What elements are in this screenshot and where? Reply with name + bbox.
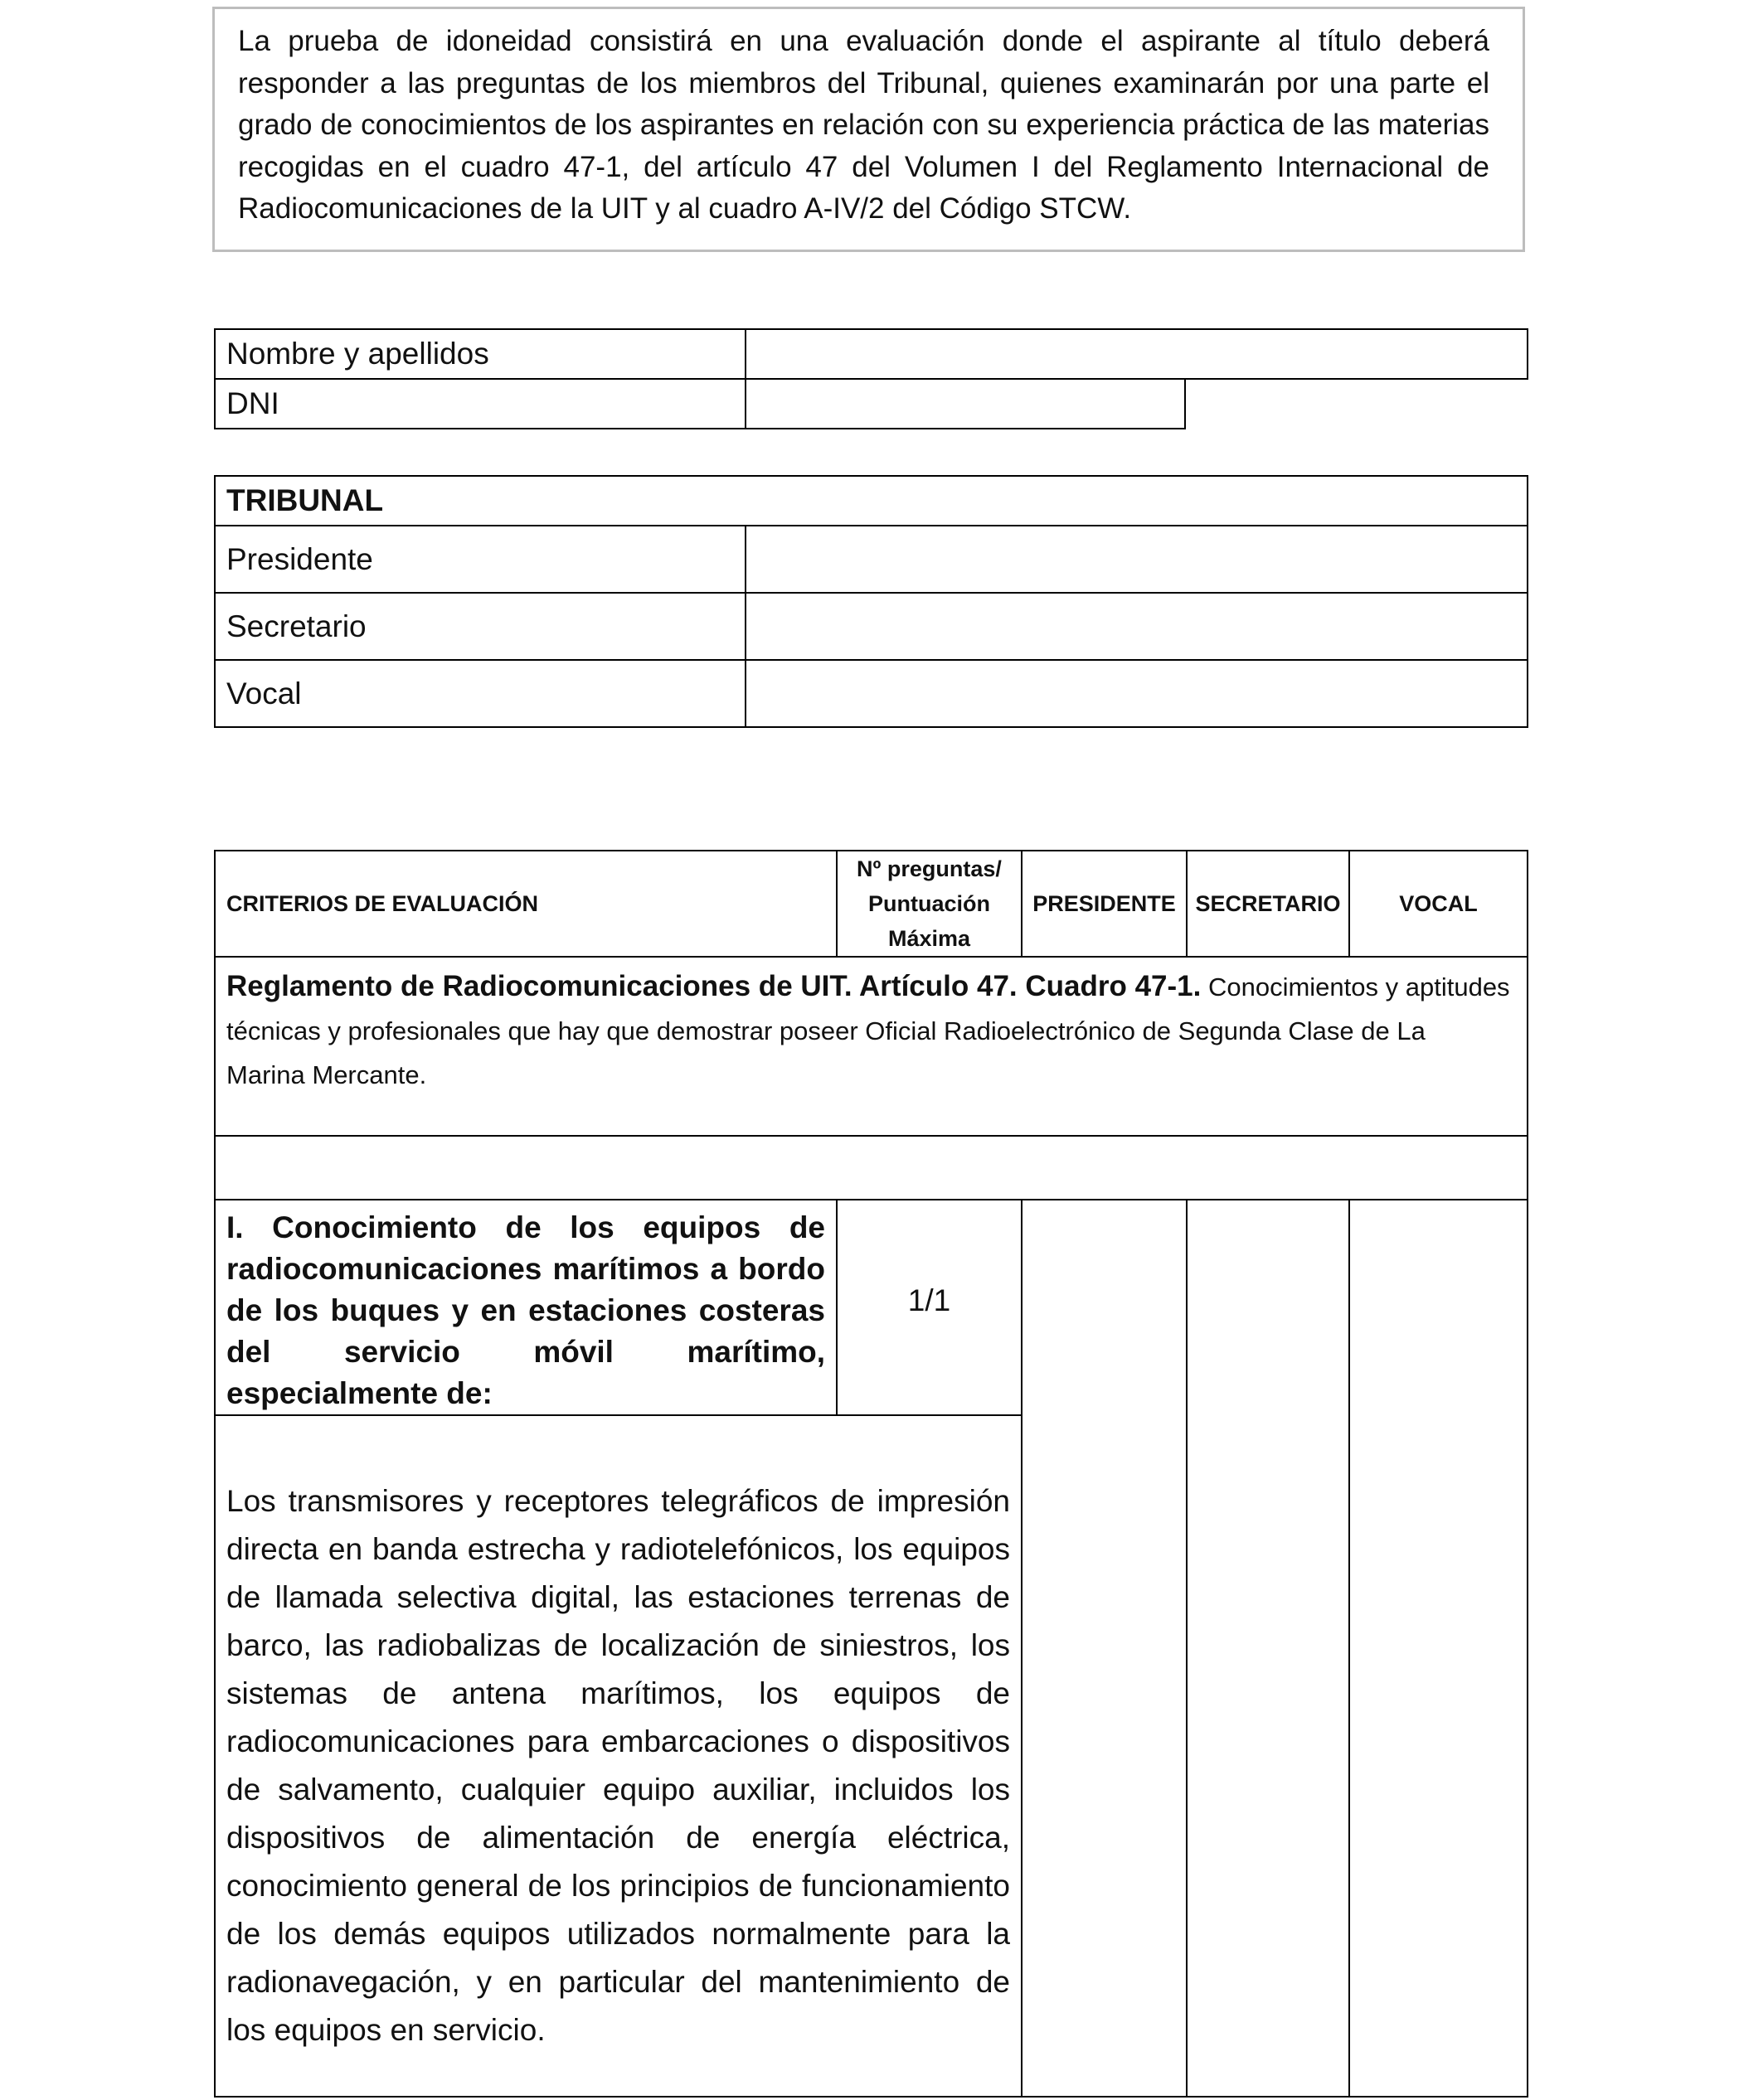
president-header: PRESIDENTE	[1022, 851, 1187, 957]
dni-field[interactable]	[746, 379, 1185, 429]
dni-spacer	[1185, 379, 1528, 429]
secretary-header: SECRETARIO	[1187, 851, 1349, 957]
regulation-text: Conocimientos y aptitudes técnicas y profesionales que hay que demostrar poseer Oficial Radioelectrónico de Segunda Clase de La Marina Mercante.	[226, 972, 1510, 1089]
secretary-field[interactable]	[746, 593, 1528, 660]
section-1-score: 1/1	[907, 1283, 951, 1317]
criteria-table	[214, 850, 1528, 2098]
tribunal-title: TRIBUNAL	[215, 476, 1528, 526]
tribunal-member-label: Secretario	[215, 593, 746, 660]
score-header	[837, 851, 1022, 957]
name-field[interactable]	[746, 329, 1528, 379]
section-1-description: Los transmisores y receptores telegráficos de impresión directa en banda estrecha y radiotelefónicos, los equipos de llamada selectiva digital, las estaciones terrenas de barco, las radiobalizas de localización de siniestros, los sistemas de antena marítimos, los equipos de radiocomunicaciones para embarcaciones o dispositivos de salvamento, cualquier equipo auxiliar, incluidos los dispositivos de alimentación de energía eléctrica, conocimiento general de los principios de funcionamiento de los demás equipos utilizados normalmente para la radionavegación, y en particular del mantenimiento de los equipos en servicio.	[215, 1415, 1022, 2097]
president-score-field[interactable]	[1022, 1200, 1187, 2097]
score-header-line: Nº preguntas/	[857, 856, 1002, 881]
secretary-score-field[interactable]	[1187, 1200, 1349, 2097]
president-field[interactable]	[746, 526, 1528, 593]
score-header-line: Puntuación	[868, 891, 990, 916]
candidate-table	[214, 328, 1528, 429]
tribunal-member-label: Vocal	[215, 660, 746, 727]
name-label: Nombre y apellidos	[215, 329, 746, 379]
intro-paragraph: La prueba de idoneidad consistirá en una evaluación donde el aspirante al título deberá responder a las preguntas de los miembros del Tribunal, quienes examinarán por una parte el grado de conocimientos de los aspirantes en relación con su experiencia práctica de las materias recogidas en el cuadro 47-1, del artículo 47 del Volumen I del Reglamento Internacional de Radiocomunicaciones de la UIT y al cuadro A-IV/2 del Código STCW.	[212, 7, 1525, 252]
criteria-header: CRITERIOS DE EVALUACIÓN	[215, 851, 837, 957]
section-1-title: I. Conocimiento de los equipos de radiocomunicaciones marítimos a bordo de los buques y en estaciones costeras del servicio móvil marítimo, especialmente de:	[215, 1200, 837, 1415]
section-1-score-cell	[837, 1200, 1022, 1415]
vocal-header: VOCAL	[1349, 851, 1528, 957]
tribunal-member-label: Presidente	[215, 526, 746, 593]
score-header-line: Máxima	[887, 926, 971, 951]
dni-label: DNI	[215, 379, 746, 429]
regulation-row	[215, 957, 1528, 1136]
vocal-field[interactable]	[746, 660, 1528, 727]
vocal-score-field[interactable]	[1349, 1200, 1528, 2097]
tribunal-table	[214, 475, 1528, 728]
blank-row	[215, 1136, 1528, 1200]
regulation-title: Reglamento de Radiocomunicaciones de UIT. Artículo 47. Cuadro 47-1.	[226, 970, 1202, 1002]
